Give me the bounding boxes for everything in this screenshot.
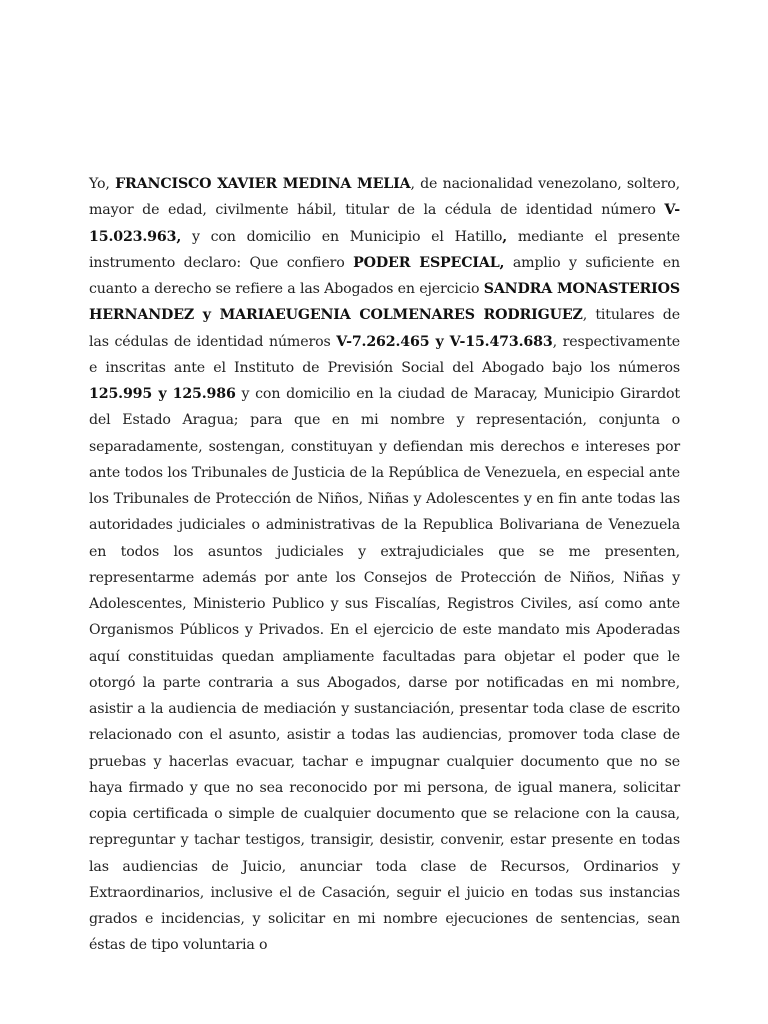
- attorney-registration-numbers: 125.995 y 125.986: [89, 386, 236, 402]
- text-segment: , de nacionalidad venezolano, soltero, mayor de edad, civilmente hábil, titular de la cédula de identidad número: [89, 176, 681, 219]
- grantor-id-number: V-15.023.963,: [89, 202, 680, 245]
- grantor-name: FRANCISCO XAVIER MEDINA MELIA: [115, 176, 411, 192]
- text-segment: , respectivamente e inscritas ante el Instituto de Previsión Social del Abogado bajo los números: [89, 333, 680, 376]
- text-segment: , titulares de las cédulas de identidad números: [89, 307, 680, 350]
- attorney-names: SANDRA MONASTERIOS HERNANDEZ y MARIAEUGENIA COLMENARES RODRIGUEZ: [89, 281, 680, 324]
- power-type: PODER ESPECIAL,: [353, 254, 505, 271]
- text-segment: Yo,: [89, 176, 116, 192]
- text-segment: y con domicilio en la ciudad de Maracay, Municipio Girardot del Estado Aragua; para que en mi nombre y representación, conjunta o separadamente, sostengan, constituyan y defiendan mis derechos e intereses por ante todos los Tribunales de Justicia de la República de Venezuela, en especial ante los Tribunales de Protección de Niños, Niñas y Adolescentes y en fin ante todas las autoridades judiciales o administrativas de la Republica Bolivariana de Venezuela en todos los asuntos judiciales y extrajudiciales que se me presenten, representarme además por ante los Consejos de Protección de Niños, Niñas y Adolescentes, Ministerio Publico y sus Fiscalías, Registros Civiles, así como ante Organismos Públicos y Privados. En el ejercicio de este mandato mis Apoderadas aquí constituidas quedan ampliamente facultadas para objetar el poder que le otorgó la parte contraria a sus Abogados, darse por notificadas en mi nombre, asistir a la audiencia de mediación y sustanciación, presentar toda clase de escrito relacionado con el asunto, asistir a todas las audiencias, promover toda clase de pruebas y hacerlas evacuar, tachar e impugnar cualquier documento que no se haya firmado y que no sea reconocido por mi persona, de igual manera, solicitar copia certificada o simple de cualquier documento que se relacione con la causa, repreguntar y tachar testigos, transigir, desistir, convenir, estar presente en todas las audiencias de Juicio, anunciar toda clase de Recursos, Ordinarios y Extraordinarios, inclusive el de Casación, seguir el juicio en todas sus instancias grados e incidencias, y solicitar en mi nombre ejecuciones de sentencias, sean éstas de tipo voluntaria o: [89, 386, 680, 954]
- document-body-paragraph: [89, 171, 680, 959]
- text-segment: mediante el presente instrumento declaro: Que confiero: [89, 228, 680, 271]
- bold-comma: ,: [502, 228, 508, 245]
- attorney-id-numbers: V-7.262.465 y V-15.473.683: [336, 333, 553, 350]
- text-segment: y con domicilio en Municipio el Hatillo: [181, 228, 503, 245]
- text-segment: amplio y suficiente en cuanto a derecho se refiere a las Abogados en ejercicio: [89, 254, 680, 297]
